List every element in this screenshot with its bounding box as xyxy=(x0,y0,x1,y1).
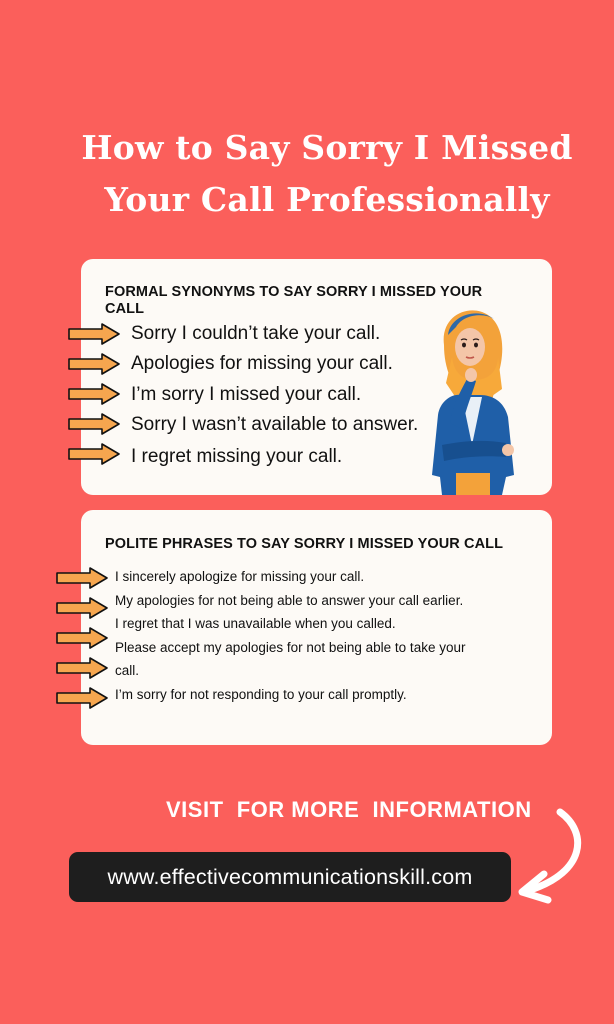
curved-arrow-icon xyxy=(508,808,588,904)
title-line-2: Your Call Professionally xyxy=(104,180,550,219)
polite-line: I regret that I was unavailable when you called. xyxy=(115,616,396,631)
polite-line: I sincerely apologize for missing your call. xyxy=(115,569,365,584)
visit-cta-text: VISIT FOR MORE INFORMATION xyxy=(166,797,532,822)
arrow-right-icon xyxy=(56,627,108,649)
arrow-right-icon xyxy=(68,353,120,375)
website-url[interactable]: www.effectivecommunicationskill.com xyxy=(107,864,473,889)
formal-item: Sorry I wasn’t available to answer. xyxy=(131,414,419,435)
arrow-right-icon xyxy=(68,443,120,465)
formal-item: I regret missing your call. xyxy=(131,446,343,467)
formal-synonyms-heading: FORMAL SYNONYMS TO SAY SORRY I MISSED YOUR CALL xyxy=(105,284,483,317)
formal-item: I’m sorry I missed your call. xyxy=(131,384,362,405)
website-link[interactable] xyxy=(69,852,511,902)
arrow-right-icon xyxy=(68,383,120,405)
arrow-right-icon xyxy=(56,597,108,619)
arrow-right-icon xyxy=(56,567,108,589)
formal-item: Apologies for missing your call. xyxy=(131,353,393,374)
polite-line: call. xyxy=(115,663,140,678)
arrow-right-icon xyxy=(56,687,108,709)
polite-phrases-heading: POLITE PHRASES TO SAY SORRY I MISSED YOUR CALL xyxy=(105,536,504,552)
polite-line: Please accept my apologies for not being able to take your xyxy=(115,640,466,655)
polite-line: I’m sorry for not responding to your call promptly. xyxy=(115,687,407,702)
thinking-woman-illustration xyxy=(422,305,522,497)
formal-item: Sorry I couldn’t take your call. xyxy=(131,323,381,344)
arrow-right-icon xyxy=(56,657,108,679)
arrow-right-icon xyxy=(68,323,120,345)
page-title xyxy=(0,122,614,226)
polite-line: My apologies for not being able to answer your call earlier. xyxy=(115,593,464,608)
arrow-right-icon xyxy=(68,413,120,435)
title-line-1: How to Say Sorry I Missed xyxy=(81,128,573,167)
